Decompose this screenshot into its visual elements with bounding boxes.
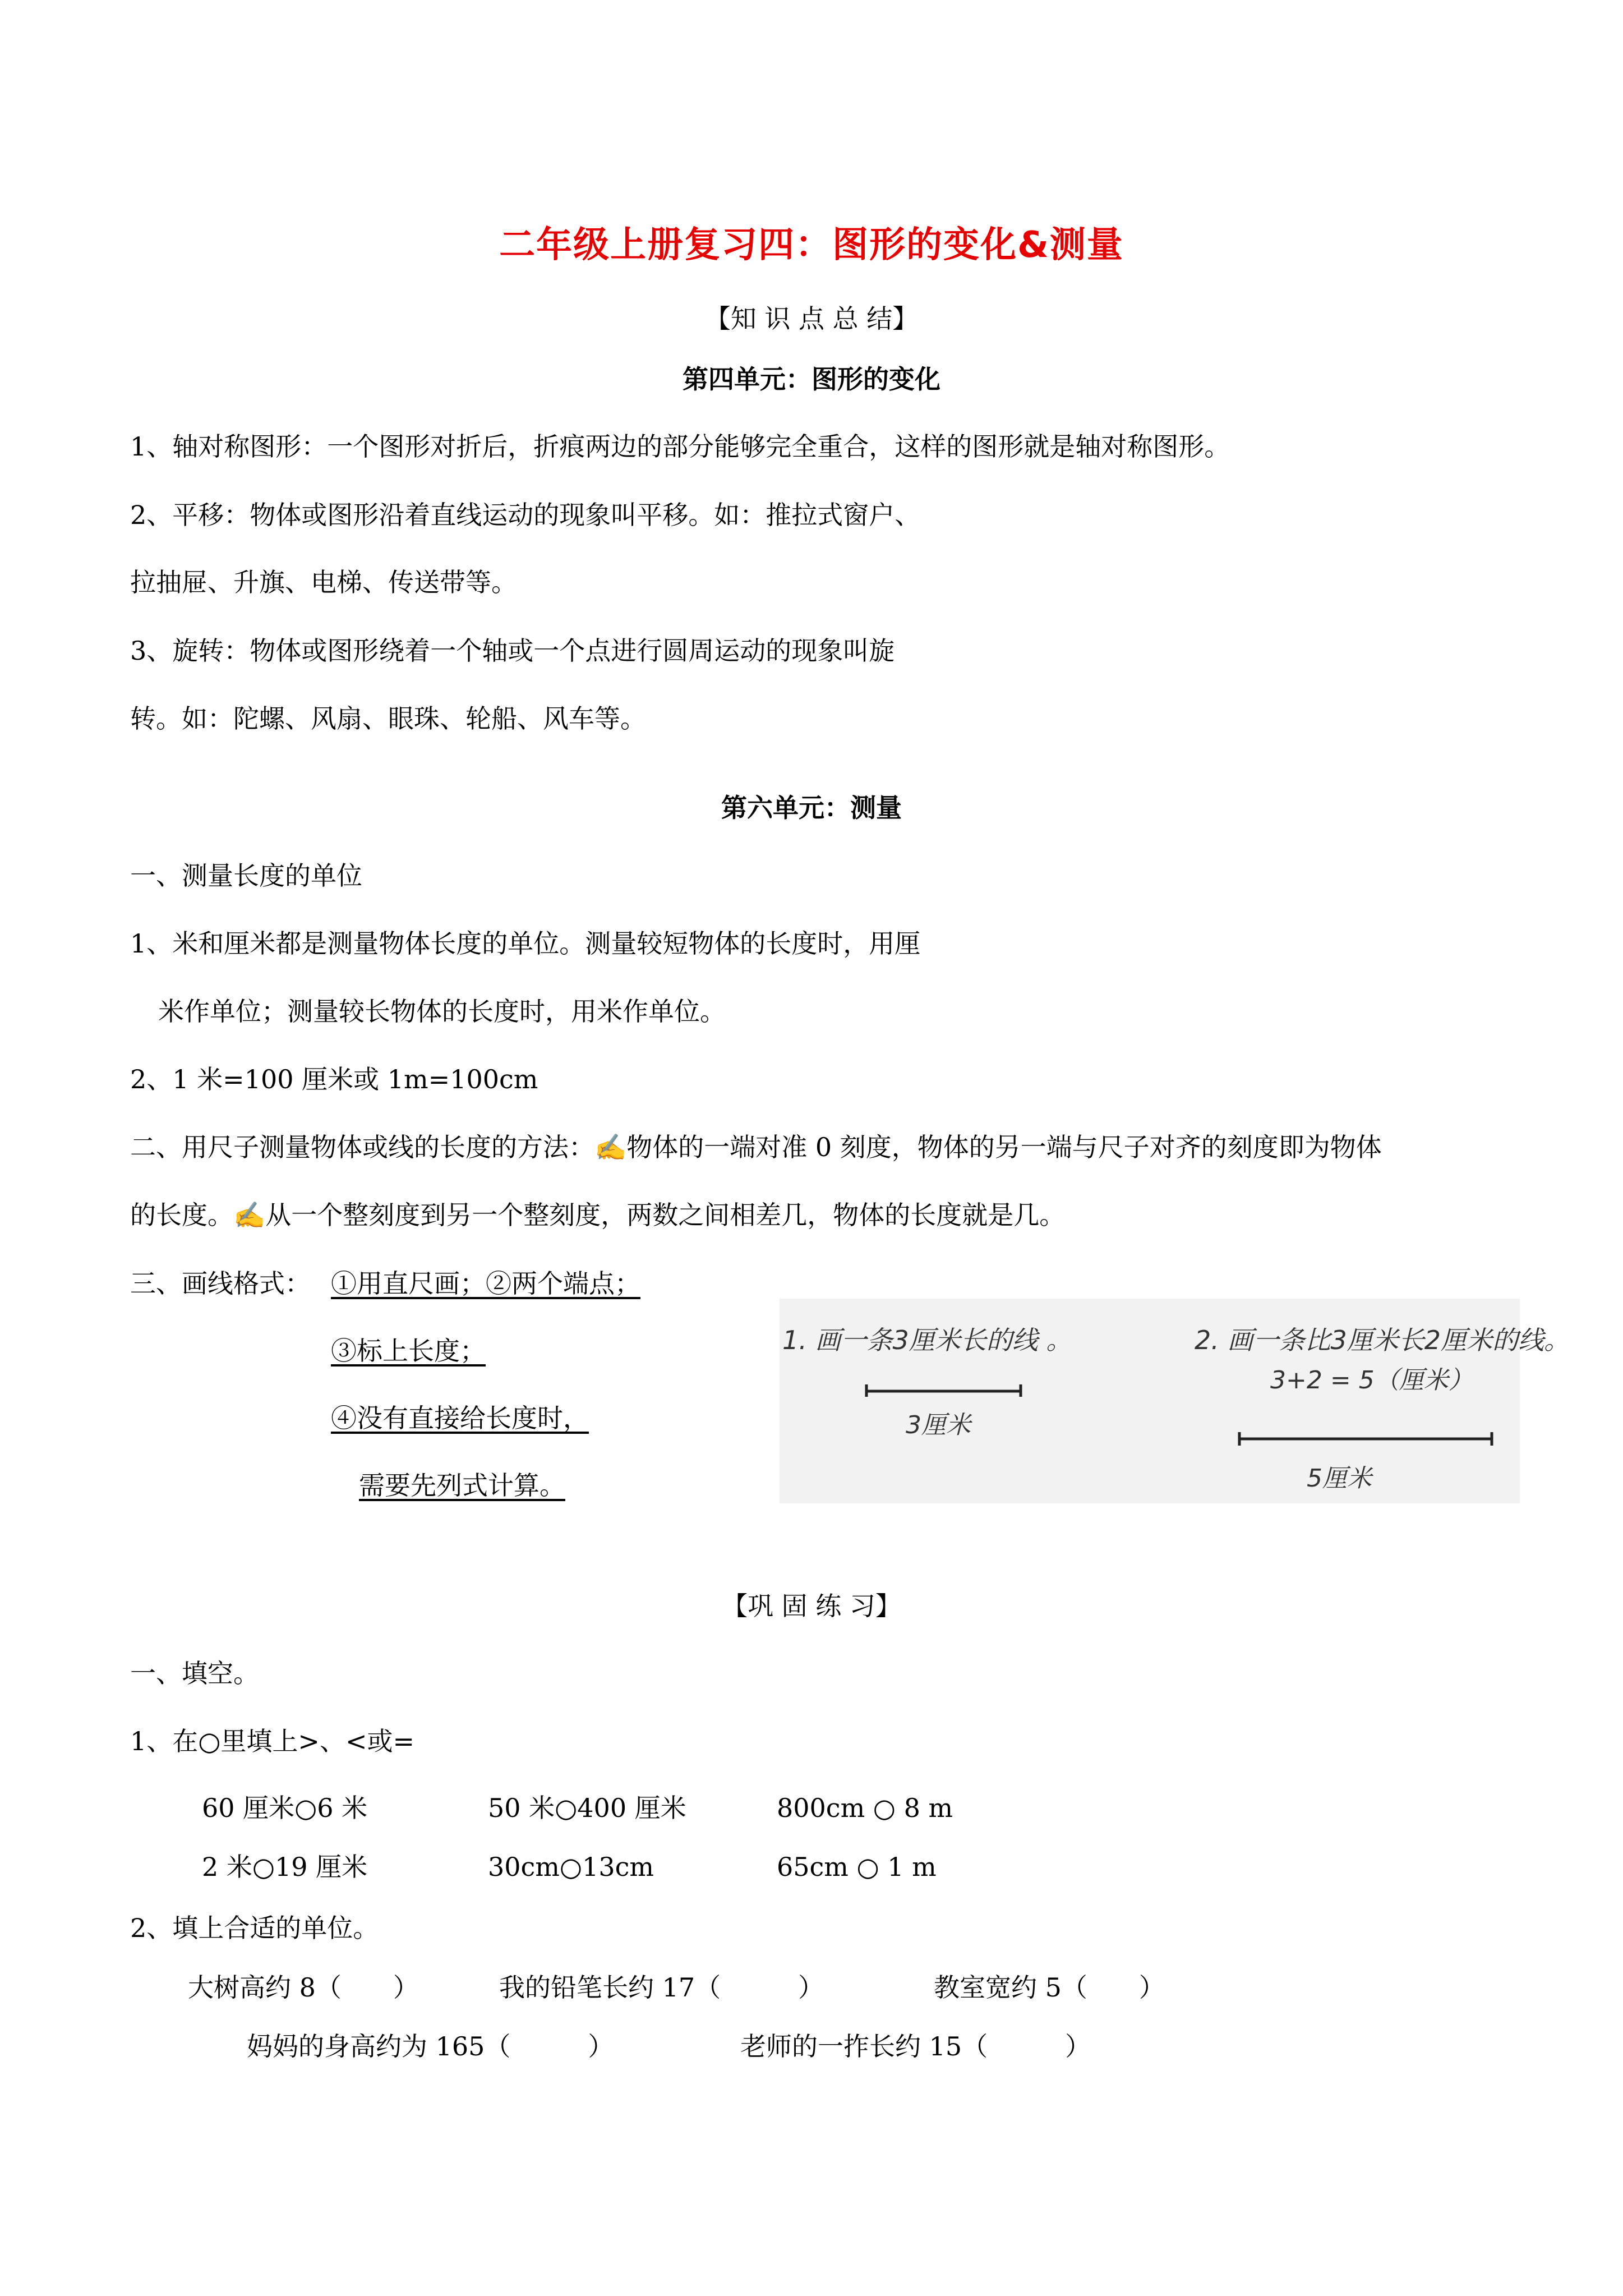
draw-rule-4: 需要先列式计算。 <box>359 1470 565 1501</box>
photo-q1-text: 1. 画一条3厘米长的线 。 <box>782 1325 1072 1355</box>
unit6-heading: 第六单元：测量 <box>721 793 902 823</box>
unit6-section-2b: 的长度。✍从一个整刻度到另一个整刻度，两数之间相差几，物体的长度就是几。 <box>130 1200 1066 1230</box>
compare-item: 800cm ○ 8 m <box>777 1793 953 1823</box>
unit6-section-2a: 二、用尺子测量物体或线的长度的方法：✍物体的一端对准 0 刻度，物体的另一端与尺子对齐的刻度即为物体 <box>130 1132 1382 1162</box>
unit-fill-item: 教室宽约 5（ ） <box>934 1972 1165 2003</box>
practice-question-1: 1、在○里填上>、<或= <box>130 1726 415 1756</box>
photo-q2-label: 5厘米 <box>1307 1464 1372 1493</box>
compare-item: 50 米○400 厘米 <box>488 1793 686 1823</box>
unit4-heading: 第四单元：图形的变化 <box>683 364 940 394</box>
unit-fill-item: 妈妈的身高约为 165（ ） <box>247 2031 614 2062</box>
unit-fill-item: 老师的一拃长约 15（ ） <box>740 2031 1091 2062</box>
unit6-s1-paragraph-1b: 米作单位；测量较长物体的长度时，用米作单位。 <box>158 996 726 1027</box>
handwritten-example-photo <box>780 1299 1570 1503</box>
unit4-paragraph-1: 1、轴对称图形：一个图形对折后，折痕两边的部分能够完全重合，这样的图形就是轴对称图形。 <box>130 431 1230 462</box>
photo-q2-calc: 3+2 = 5（厘米） <box>1270 1366 1473 1395</box>
photo-q2-text: 2. 画一条比3厘米长2厘米的线。 <box>1195 1325 1570 1355</box>
draw-rule-3: ④没有直接给长度时， <box>331 1403 589 1433</box>
compare-item: 60 厘米○6 米 <box>202 1793 368 1823</box>
draw-rule-2: ③标上长度； <box>331 1336 486 1366</box>
compare-item: 30cm○13cm <box>488 1852 654 1882</box>
draw-rule-1: ①用直尺画；②两个端点； <box>331 1268 640 1299</box>
unit6-s1-paragraph-1a: 1、米和厘米都是测量物体长度的单位。测量较短物体的长度时，用厘 <box>130 928 921 959</box>
summary-header: 【知 识 点 总 结】 <box>704 303 919 334</box>
compare-item: 2 米○19 厘米 <box>202 1852 368 1882</box>
unit6-section-3-label: 三、画线格式： <box>130 1268 311 1299</box>
unit4-paragraph-2a: 2、平移：物体或图形沿着直线运动的现象叫平移。如：推拉式窗户、 <box>130 500 921 530</box>
unit4-paragraph-3b: 转。如：陀螺、风扇、眼珠、轮船、风车等。 <box>130 703 646 734</box>
unit6-section-1: 一、测量长度的单位 <box>130 861 362 891</box>
practice-header: 【巩 固 练 习】 <box>722 1591 901 1621</box>
unit6-s1-paragraph-2: 2、1 米=100 厘米或 1m=100cm <box>130 1064 538 1094</box>
unit4-paragraph-3a: 3、旋转：物体或图形绕着一个轴或一个点进行圆周运动的现象叫旋 <box>130 636 895 666</box>
photo-q1-label: 3厘米 <box>906 1411 971 1439</box>
unit-fill-item: 我的铅笔长约 17（ ） <box>499 1972 824 2003</box>
page-title: 二年级上册复习四：图形的变化&测量 <box>499 224 1124 266</box>
practice-question-2: 2、填上合适的单位。 <box>130 1913 379 1943</box>
unit-fill-item: 大树高约 8（ ） <box>188 1972 419 2003</box>
practice-section-1: 一、填空。 <box>130 1658 259 1688</box>
compare-item: 65cm ○ 1 m <box>777 1852 937 1882</box>
unit4-paragraph-2b: 拉抽屉、升旗、电梯、传送带等。 <box>130 567 517 597</box>
